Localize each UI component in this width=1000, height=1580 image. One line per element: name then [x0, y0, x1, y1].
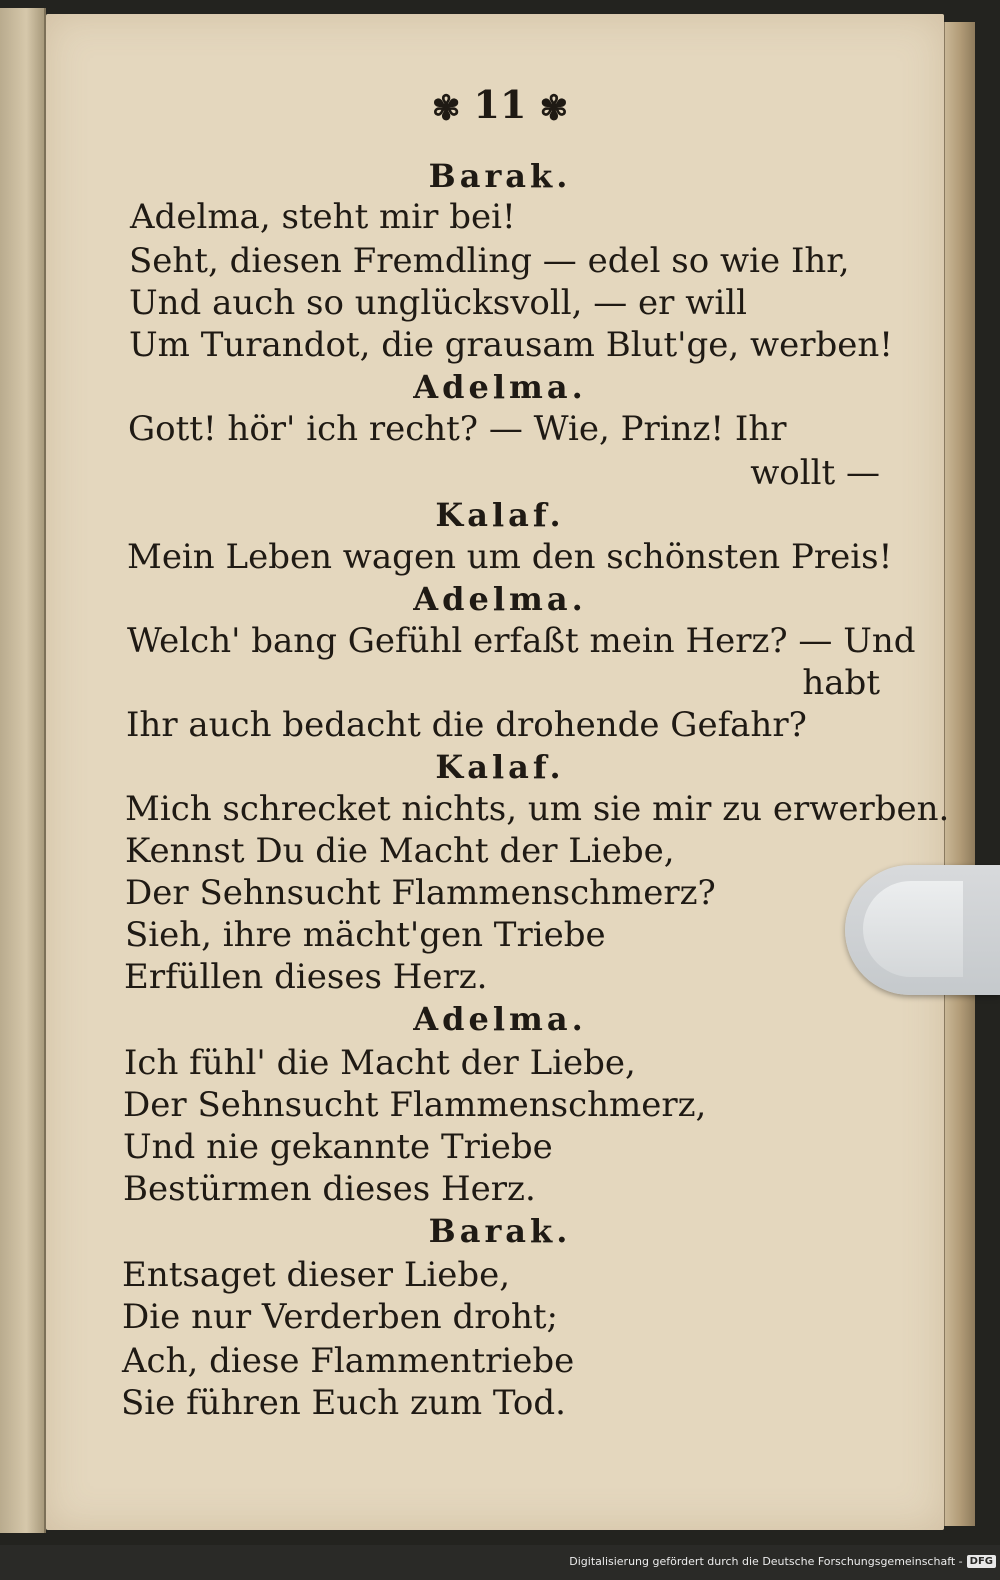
verse-line: Mich schrecket nichts, um sie mir zu erwerben. — [125, 789, 950, 829]
verse-line: Sieh, ihre mächt'gen Triebe — [125, 915, 606, 955]
speaker-name: Adelma. — [413, 368, 587, 406]
speaker-name: Kalaf. — [435, 496, 565, 534]
speaker-name: Adelma. — [413, 1000, 587, 1038]
verse-line: Seht, diesen Fremdling — edel so wie Ihr, — [129, 241, 850, 281]
page-number-text: 11 — [473, 82, 527, 127]
verse-line: Ach, diese Flammentriebe — [122, 1341, 575, 1381]
verse-line: Ihr auch bedacht die drohende Gefahr? — [126, 705, 807, 745]
verse-line: Gott! hör' ich recht? — Wie, Prinz! Ihr — [128, 409, 787, 449]
verse-line: Sie führen Euch zum Tod. — [121, 1383, 566, 1423]
verse-line: Ich fühl' die Macht der Liebe, — [124, 1043, 636, 1083]
verse-line: Adelma, steht mir bei! — [130, 197, 516, 237]
verse-line: Der Sehnsucht Flammenschmerz? — [125, 873, 716, 913]
verse-line: Der Sehnsucht Flammenschmerz, — [123, 1085, 707, 1125]
verse-continuation: habt — [802, 663, 880, 703]
verse-line: Bestürmen dieses Herz. — [123, 1169, 536, 1209]
speaker-name: Kalaf. — [435, 748, 565, 786]
verse-line: Um Turandot, die grausam Blut'ge, werben! — [129, 325, 893, 365]
verse-line: Die nur Verderben droht; — [122, 1297, 558, 1337]
speaker-name: Adelma. — [413, 580, 587, 618]
verse-line: Welch' bang Gefühl erfaßt mein Herz? — Und — [127, 621, 916, 661]
speaker-name: Barak. — [428, 157, 572, 195]
verse-line: Entsaget dieser Liebe, — [122, 1255, 511, 1295]
verse-line: Und nie gekannte Triebe — [123, 1127, 553, 1167]
page-clip — [845, 865, 1000, 995]
page-number — [0, 82, 1000, 129]
verse-line: Und auch so unglücksvoll, — er will — [129, 283, 747, 323]
verse-line: Erfüllen dieses Herz. — [124, 957, 488, 997]
right-ornament-icon: ✾ — [539, 88, 569, 129]
left-ornament-icon: ✾ — [431, 88, 461, 129]
footer-credit — [569, 1549, 996, 1573]
verse-line: Kennst Du die Macht der Liebe, — [125, 831, 675, 871]
footer-text: Digitalisierung gefördert durch die Deutsche Forschungsgemeinschaft - — [569, 1554, 963, 1568]
dfg-logo: DFG — [967, 1555, 996, 1568]
verse-continuation: wollt — — [750, 453, 880, 493]
verse-line: Mein Leben wagen um den schönsten Preis! — [127, 537, 893, 577]
speaker-name: Barak. — [428, 1212, 572, 1250]
